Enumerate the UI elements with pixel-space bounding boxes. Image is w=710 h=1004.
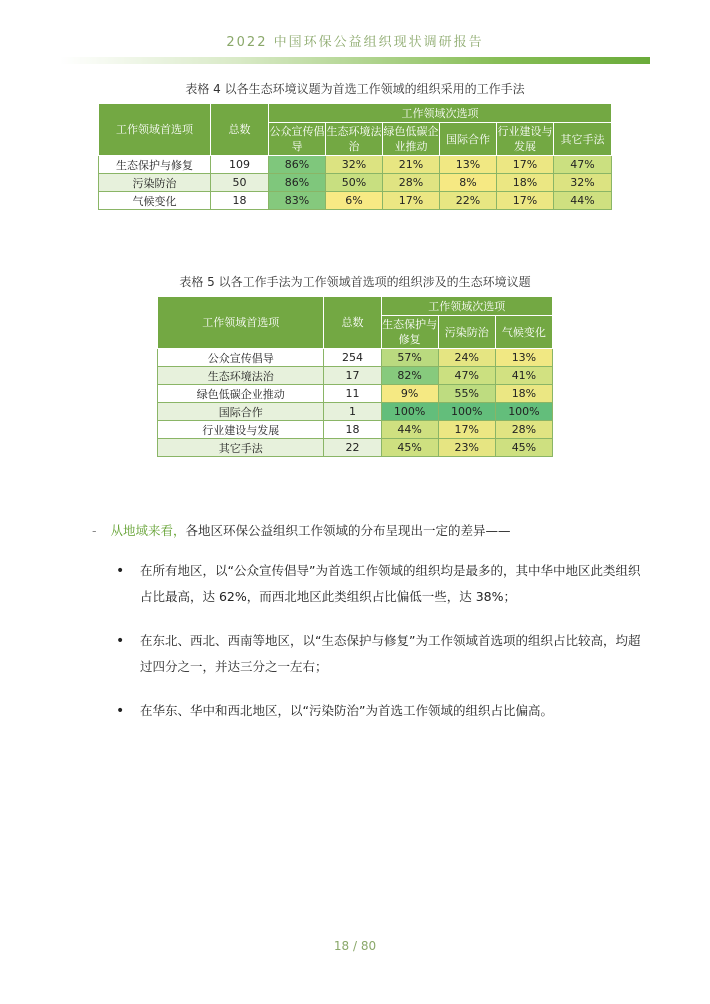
- row-label: 生态保护与修复: [99, 156, 211, 174]
- table-row: [99, 156, 612, 174]
- pct-cell: 55%: [438, 385, 495, 403]
- pct-cell: 45%: [381, 439, 438, 457]
- pct-cell: 82%: [381, 367, 438, 385]
- pct-cell: 86%: [269, 174, 326, 192]
- row-total: 11: [324, 385, 381, 403]
- finding-text: 在东北、西北、西南等地区，以“生态保护与修复”为工作领域首选项的组织占比较高，均超过四分之一，并达三分之一左右；: [140, 633, 641, 674]
- pct-cell: 44%: [381, 421, 438, 439]
- pct-cell: 6%: [326, 192, 383, 210]
- bullet-icon: •: [116, 633, 125, 649]
- pct-cell: 28%: [495, 421, 552, 439]
- pct-cell: 13%: [495, 349, 552, 367]
- pct-cell: 47%: [554, 156, 612, 174]
- table-row: [158, 421, 553, 439]
- pct-cell: 17%: [438, 421, 495, 439]
- table4-header-total: 总数: [211, 104, 269, 156]
- region-intro: [92, 521, 511, 539]
- table4-caption: 表格 4 以各生态环境议题为首选工作领域的组织采用的工作手法: [185, 82, 525, 96]
- row-label: 其它手法: [158, 439, 324, 457]
- pct-cell: 41%: [495, 367, 552, 385]
- finding-item: [116, 628, 646, 680]
- row-label: 气候变化: [99, 192, 211, 210]
- table5: [157, 296, 553, 457]
- t4-col-header: 行业建设与发展: [497, 123, 554, 156]
- intro-text: 各地区环保公益组织工作领域的分布呈现出一定的差异——: [185, 523, 511, 538]
- pct-cell: 24%: [438, 349, 495, 367]
- table5-header-primary: 工作领域首选项: [158, 297, 324, 349]
- pct-cell: 44%: [554, 192, 612, 210]
- pct-cell: 32%: [326, 156, 383, 174]
- table-row: [158, 367, 553, 385]
- pct-cell: 28%: [383, 174, 440, 192]
- finding-text: 在所有地区，以“公众宣传倡导”为首选工作领域的组织均是最多的，其中华中地区此类组织占比最高，达 62%，而西北地区此类组织占比偏低一些，达 38%；: [140, 563, 641, 604]
- table-row: [99, 174, 612, 192]
- intro-dash: -: [92, 523, 97, 538]
- bullet-icon: •: [116, 703, 125, 719]
- pct-cell: 9%: [381, 385, 438, 403]
- pct-cell: 13%: [440, 156, 497, 174]
- row-label: 公众宣传倡导: [158, 349, 324, 367]
- pct-cell: 50%: [326, 174, 383, 192]
- t5-col-header: 气候变化: [495, 316, 552, 349]
- table-row: [158, 349, 553, 367]
- pct-cell: 17%: [497, 192, 554, 210]
- table-row: [158, 439, 553, 457]
- finding-item: [116, 698, 646, 724]
- pct-cell: 17%: [497, 156, 554, 174]
- t4-col-header: 其它手法: [554, 123, 612, 156]
- pct-cell: 17%: [383, 192, 440, 210]
- row-label: 国际合作: [158, 403, 324, 421]
- table-row: [99, 192, 612, 210]
- t4-col-header: 国际合作: [440, 123, 497, 156]
- row-total: 109: [211, 156, 269, 174]
- pct-cell: 22%: [440, 192, 497, 210]
- row-total: 18: [211, 192, 269, 210]
- pct-cell: 32%: [554, 174, 612, 192]
- t5-col-header: 生态保护与修复: [381, 316, 438, 349]
- page-number: 18 / 80: [333, 939, 377, 953]
- findings-list: [116, 558, 646, 742]
- row-total: 254: [324, 349, 381, 367]
- row-total: 1: [324, 403, 381, 421]
- finding-text: 在华东、华中和西北地区，以“污染防治”为首选工作领域的组织占比偏高。: [140, 703, 553, 718]
- intro-highlight: 从地域来看，: [110, 523, 186, 538]
- table5-caption: 表格 5 以各工作手法为工作领域首选项的组织涉及的生态环境议题: [179, 275, 531, 289]
- t4-col-header: 生态环境法治: [326, 123, 383, 156]
- row-total: 17: [324, 367, 381, 385]
- pct-cell: 86%: [269, 156, 326, 174]
- row-total: 18: [324, 421, 381, 439]
- table5-header-total: 总数: [324, 297, 381, 349]
- pct-cell: 45%: [495, 439, 552, 457]
- pct-cell: 100%: [495, 403, 552, 421]
- pct-cell: 18%: [497, 174, 554, 192]
- table4-header-secondary-group: 工作领域次选项: [269, 104, 612, 123]
- table4: [98, 103, 612, 210]
- pct-cell: 100%: [438, 403, 495, 421]
- t4-col-header: 公众宣传倡导: [269, 123, 326, 156]
- row-label: 生态环境法治: [158, 367, 324, 385]
- table-row: [158, 403, 553, 421]
- header-gradient-bar: [60, 57, 650, 64]
- pct-cell: 18%: [495, 385, 552, 403]
- row-label: 污染防治: [99, 174, 211, 192]
- row-label: 行业建设与发展: [158, 421, 324, 439]
- pct-cell: 21%: [383, 156, 440, 174]
- pct-cell: 57%: [381, 349, 438, 367]
- row-label: 绿色低碳企业推动: [158, 385, 324, 403]
- table4-header-primary: 工作领域首选项: [99, 104, 211, 156]
- pct-cell: 83%: [269, 192, 326, 210]
- t5-col-header: 污染防治: [438, 316, 495, 349]
- pct-cell: 23%: [438, 439, 495, 457]
- row-total: 50: [211, 174, 269, 192]
- row-total: 22: [324, 439, 381, 457]
- table5-header-secondary-group: 工作领域次选项: [381, 297, 552, 316]
- pct-cell: 8%: [440, 174, 497, 192]
- pct-cell: 100%: [381, 403, 438, 421]
- report-header-title: 2022 中国环保公益组织现状调研报告: [226, 35, 484, 50]
- finding-item: [116, 558, 646, 610]
- table-row: [158, 385, 553, 403]
- pct-cell: 47%: [438, 367, 495, 385]
- bullet-icon: •: [116, 563, 125, 579]
- t4-col-header: 绿色低碳企业推动: [383, 123, 440, 156]
